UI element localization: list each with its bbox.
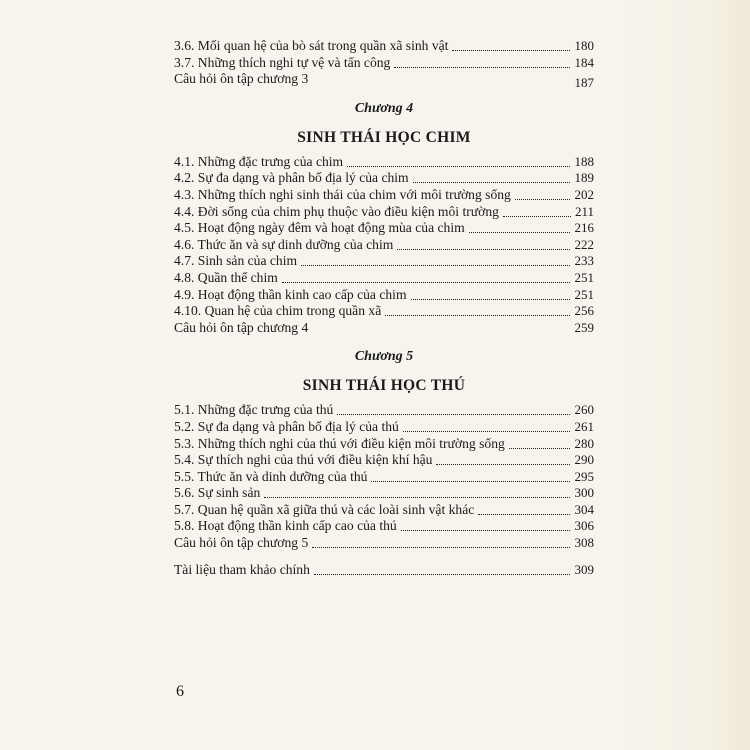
chapter-5-entries xyxy=(174,402,594,551)
table-of-contents xyxy=(174,38,594,578)
toc-entry-label: 5.7. Quan hệ quần xã giữa thú và các loài sinh vật khác xyxy=(174,501,475,517)
toc-entry-label: Tài liệu tham khảo chính xyxy=(174,561,310,577)
leader-dots xyxy=(515,199,570,200)
leader-dots xyxy=(347,166,570,167)
toc-entry-label: Câu hỏi ôn tập chương 4 xyxy=(174,319,309,335)
toc-entry-page: 184 xyxy=(574,54,594,70)
toc-entry-label: Câu hỏi ôn tập chương 5 xyxy=(174,535,309,551)
toc-entry xyxy=(174,253,594,270)
toc-entry-page: 280 xyxy=(574,435,594,451)
toc-entry-label: 5.2. Sự đa dạng và phân bố địa lý của thú xyxy=(174,418,399,434)
toc-entry-page: 308 xyxy=(574,535,594,551)
toc-entry xyxy=(174,220,594,237)
page-number: 6 xyxy=(176,683,184,700)
toc-entry xyxy=(174,71,594,91)
toc-entry xyxy=(174,535,594,552)
toc-entry-label: 4.4. Đời sống của chim phụ thuộc vào điều kiện môi trường xyxy=(174,203,499,219)
toc-entry-page: 202 xyxy=(574,186,594,202)
toc-entry xyxy=(174,187,594,204)
toc-entry-label: 5.1. Những đặc trưng của thú xyxy=(174,402,334,418)
toc-entry-page: 256 xyxy=(574,303,594,319)
leader-dots xyxy=(503,216,571,217)
toc-entry-page: 180 xyxy=(574,38,594,53)
toc-entry xyxy=(174,452,594,469)
chapter-5-title: SINH THÁI HỌC THÚ xyxy=(302,377,466,395)
chapter-4-entries xyxy=(174,154,594,337)
toc-entry-label: 4.8. Quần thể chim xyxy=(174,269,278,285)
chapter-3-tail xyxy=(174,38,594,91)
leader-dots xyxy=(371,481,570,482)
leader-dots xyxy=(301,265,570,266)
toc-entry-references xyxy=(174,562,594,579)
toc-entry-label: 4.5. Hoạt động ngày đêm và hoạt động mùa của chim xyxy=(174,220,465,236)
toc-entry-page: 290 xyxy=(574,452,594,468)
toc-entry xyxy=(174,204,594,221)
toc-entry-page: 216 xyxy=(574,220,594,236)
toc-entry-page: 261 xyxy=(574,418,594,434)
toc-entry-page: 188 xyxy=(574,153,594,169)
toc-entry-page: 306 xyxy=(574,518,594,534)
toc-entry-label: 5.6. Sự sinh sản xyxy=(174,485,261,501)
leader-dots xyxy=(264,497,570,498)
toc-entry-label: 4.10. Quan hệ của chim trong quần xã xyxy=(174,303,382,319)
toc-entry-page: 295 xyxy=(574,468,594,484)
leader-dots xyxy=(385,315,570,316)
toc-entry xyxy=(174,402,594,419)
leader-dots xyxy=(509,448,570,449)
leader-dots xyxy=(436,464,570,465)
chapter-4-title: SINH THÁI HỌC CHIM xyxy=(297,128,471,146)
toc-entry-page: 251 xyxy=(574,286,594,302)
toc-entry xyxy=(174,436,594,453)
toc-entry-page: 233 xyxy=(574,253,594,269)
toc-entry xyxy=(174,154,594,171)
toc-entry-label: 5.8. Hoạt động thần kinh cấp cao của thú xyxy=(174,518,397,534)
chapter-4-heading: Chương 4 xyxy=(354,100,414,116)
toc-entry-page: 300 xyxy=(574,485,594,501)
toc-entry-label: 3.6. Mối quan hệ của bò sát trong quần xã sinh vật xyxy=(174,38,449,53)
toc-entry-label: 3.7. Những thích nghi tự vệ và tấn công xyxy=(174,54,391,70)
leader-dots xyxy=(411,299,570,300)
leader-dots xyxy=(413,182,570,183)
toc-entry xyxy=(174,237,594,254)
toc-entry xyxy=(174,419,594,436)
toc-entry xyxy=(174,55,594,72)
toc-entry-page: 189 xyxy=(574,170,594,186)
toc-entry-label: Câu hỏi ôn tập chương 3 xyxy=(174,71,309,87)
toc-entry-label: 5.3. Những thích nghi của thú với điều kiện môi trường sống xyxy=(174,435,505,451)
toc-entry xyxy=(174,170,594,187)
leader-dots xyxy=(469,232,570,233)
leader-dots xyxy=(401,530,570,531)
toc-entry xyxy=(174,485,594,502)
toc-entry-page: 251 xyxy=(574,269,594,285)
leader-dots xyxy=(452,50,570,51)
leader-dots xyxy=(403,431,570,432)
toc-entry xyxy=(174,469,594,486)
chapter-5-heading: Chương 5 xyxy=(354,349,414,365)
toc-entry-label: 4.9. Hoạt động thần kinh cao cấp của chim xyxy=(174,286,407,302)
toc-entry-label: 4.1. Những đặc trưng của chim xyxy=(174,153,344,169)
toc-entry-page: 222 xyxy=(574,236,594,252)
toc-entry-page: 260 xyxy=(574,402,594,418)
toc-entry-label: 4.3. Những thích nghi sinh thái của chim với môi trường sống xyxy=(174,186,511,202)
leader-dots xyxy=(312,547,570,548)
toc-entry xyxy=(174,303,594,320)
toc-entry xyxy=(174,518,594,535)
toc-entry xyxy=(174,287,594,304)
toc-entry-label: 5.5. Thức ăn và dinh dưỡng của thú xyxy=(174,468,368,484)
toc-entry xyxy=(174,502,594,519)
leader-dots xyxy=(337,414,570,415)
toc-entry-label: 4.2. Sự đa dạng và phân bố địa lý của chim xyxy=(174,170,409,186)
leader-dots xyxy=(282,282,570,283)
leader-dots xyxy=(394,67,570,68)
toc-entry-page: 211 xyxy=(574,203,594,219)
toc-entry-page: 259 xyxy=(574,319,594,335)
leader-dots xyxy=(397,249,570,250)
toc-entry xyxy=(174,38,594,55)
toc-entry-label: 5.4. Sự thích nghi của thú với điều kiện khí hậu xyxy=(174,452,433,468)
toc-entry-page: 304 xyxy=(574,501,594,517)
toc-entry xyxy=(174,270,594,287)
section-gap xyxy=(174,552,594,562)
leader-dots xyxy=(478,514,570,515)
toc-entry xyxy=(174,320,594,337)
leader-dots xyxy=(314,574,570,575)
page-shadow xyxy=(602,0,750,750)
toc-entry-label: 4.7. Sinh sản của chim xyxy=(174,253,298,269)
toc-entry-page: 187 xyxy=(574,75,594,91)
toc-entry-page: 309 xyxy=(574,561,594,577)
toc-entry-label: 4.6. Thức ăn và sự dinh dưỡng của chim xyxy=(174,236,394,252)
